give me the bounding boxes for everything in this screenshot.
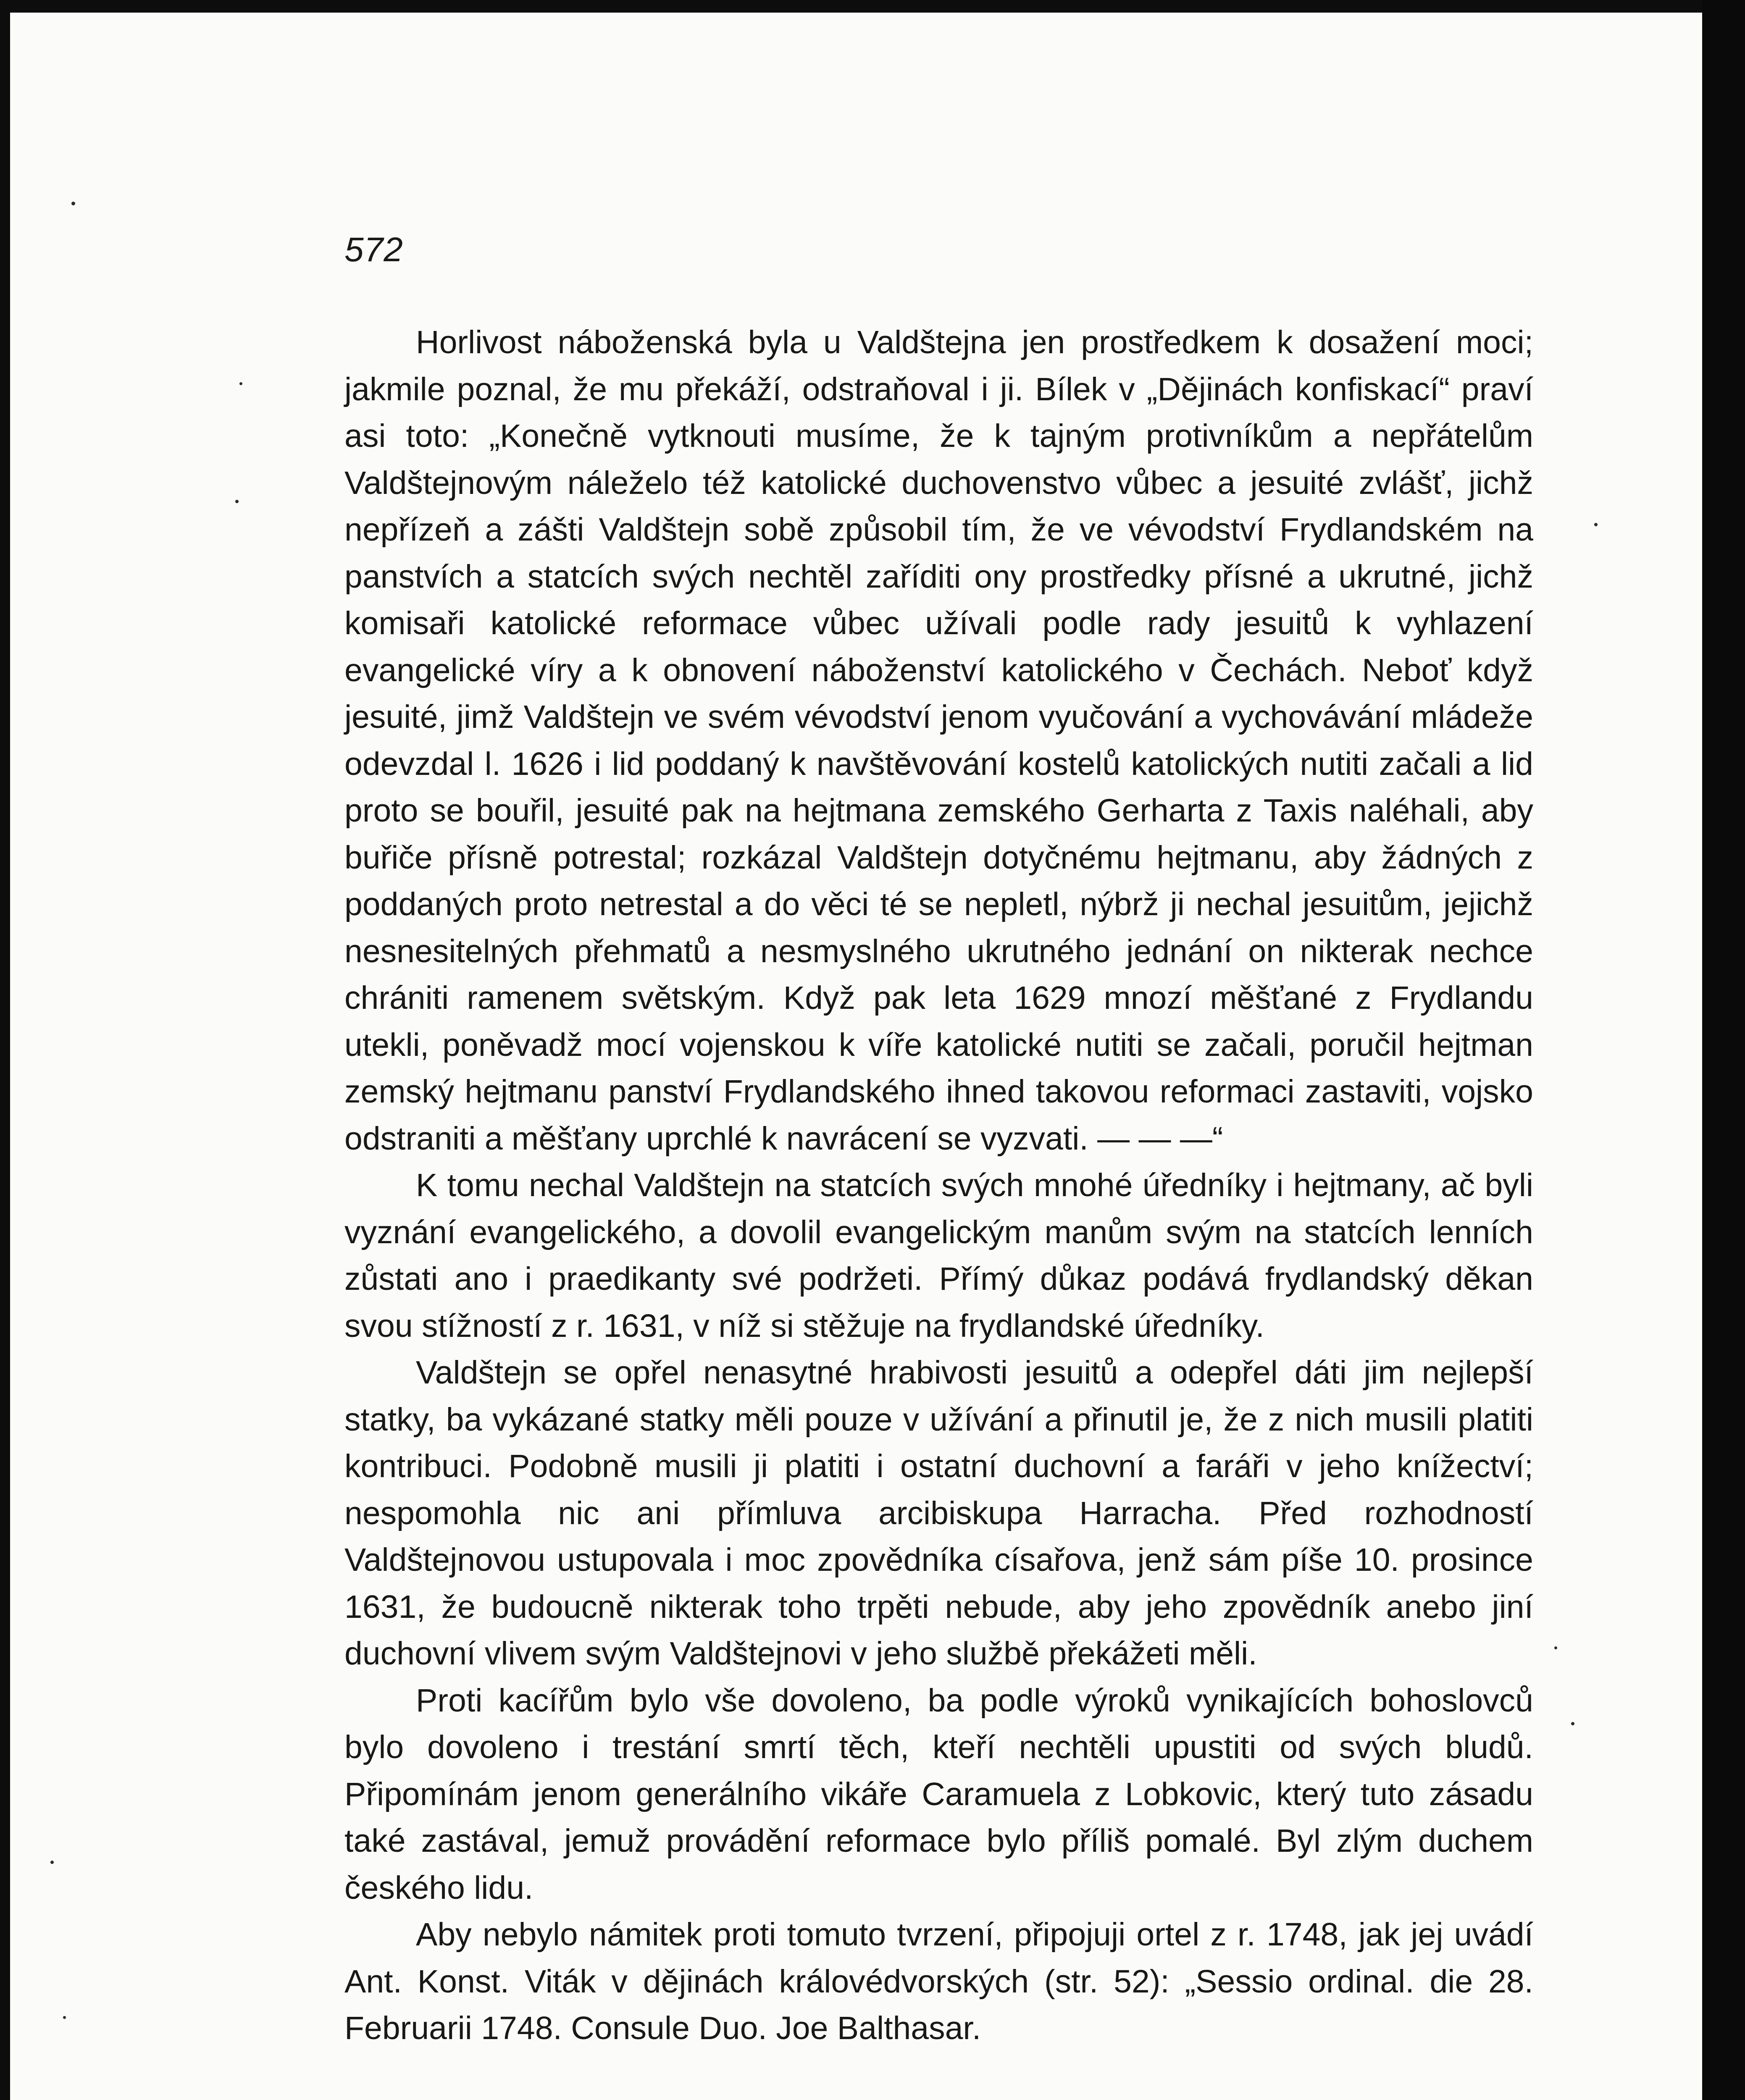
scan-speck	[1554, 1646, 1557, 1649]
scan-speck	[1594, 523, 1598, 526]
scan-speck	[50, 1861, 54, 1864]
page-number: 572	[344, 231, 403, 269]
scan-speck	[235, 500, 239, 503]
scan-speck	[63, 2016, 66, 2019]
scan-speck	[71, 202, 75, 205]
scan-border-left	[0, 0, 10, 2100]
paragraph: K tomu nechal Valdštejn na statcích svých mnohé úředníky i hejtmany, ač byli vyznání evangelického, a dovolil evangelickým manům svým na statcích lenních zůstati ano i praedikanty své podržeti. Přímý důkaz podává frydlandský děkan svou stížností z r. 1631, v níž si stěžuje na frydlandské úředníky.	[344, 1167, 1533, 1344]
scan-speck	[239, 382, 242, 385]
scan-border-top	[0, 0, 1745, 13]
scan-speck	[1571, 1722, 1574, 1725]
paragraph: Valdštejn se opřel nenasytné hrabivosti jesuitů a odepřel dáti jim nejlepší statky, ba vykázané statky měli pouze v užívání a přinutil je, že z nich musili platiti kontribuci. Podobně musili ji platiti i ostatní duchovní a faráři v jeho knížectví; nespomohla nic ani přímluva arcibiskupa Harracha. Před rozhodností Valdštejnovou ustupovala i moc zpovědníka císařova, jenž sám píše 10. prosince 1631, že budoucně nikterak toho trpěti nebude, aby jeho zpovědník anebo jiní duchovní vlivem svým Valdštejnovi v jeho službě překážeti měli.	[344, 1354, 1533, 1672]
paragraph: Proti kacířům bylo vše dovoleno, ba podle výroků vynikajících bohoslovců bylo dovoleno i trestání smrtí těch, kteří nechtěli upustiti od svých bludů. Připomínám jenom generálního vikáře Caramuela z Lobkovic, který tuto zásadu také zastával, jemuž provádění reformace bylo příliš pomalé. Byl zlým duchem českého lidu.	[344, 1682, 1533, 1906]
body-text	[344, 319, 1533, 2052]
paragraph: Horlivost náboženská byla u Valdštejna jen prostředkem k dosažení moci; jakmile poznal, že mu překáží, odstraňoval i ji. Bílek v „Dějinách konfiskací“ praví asi toto: „Konečně vytknouti musíme, že k tajným protivníkům a nepřátelům Valdštejnovým náleželo též katolické duchovenstvo vůbec a jesuité zvlášť, jichž nepřízeň a zášti Valdštejn sobě způsobil tím, že ve vévodství Frydlandském na panstvích a statcích svých nechtěl zaříditi ony prostředky přísné a ukrutné, jichž komisaři katolické reformace vůbec užívali podle rady jesuitů k vyhlazení evangelické víry a k obnovení náboženství katolického v Čechách. Neboť když jesuité, jimž Valdštejn ve svém vévodství jenom vyučování a vychovávání mládeže odevzdal l. 1626 i lid poddaný k navštěvování kostelů katolických nutiti začali a lid proto se bouřil, jesuité pak na hejtmana zemského Gerharta z Taxis naléhali, aby buřiče přísně potrestal; rozkázal Valdštejn dotyčnému hejtmanu, aby žádných z poddaných proto netrestal a do věci té se nepletl, nýbrž ji nechal jesuitům, jejichž nesnesitelných přehmatů a nesmyslného ukrutného jednání on nikterak nechce chrániti ramenem světským. Když pak leta 1629 mnozí měšťané z Frydlandu utekli, poněvadž mocí vojenskou k víře katolické nutiti se začali, poručil hejtman zemský hejtmanu panství Frydlandského ihned takovou reformaci zastaviti, vojsko odstraniti a měšťany uprchlé k navrácení se vyzvati. — — —“	[344, 324, 1533, 1157]
scan-border-right	[1702, 0, 1745, 2100]
paragraph: Aby nebylo námitek proti tomuto tvrzení, připojuji ortel z r. 1748, jak jej uvádí Ant. Konst. Viták v dějinách královédvorských (str. 52): „Sessio ordinal. die 28. Februarii 1748. Consule Duo. Joe Balthasar.	[344, 1916, 1533, 2046]
